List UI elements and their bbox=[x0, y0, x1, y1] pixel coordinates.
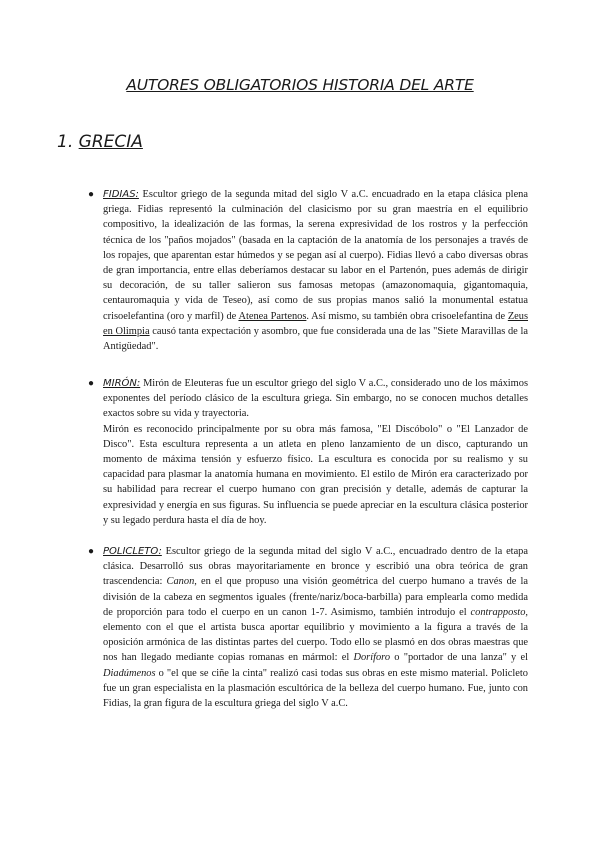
section-name: GRECIA bbox=[78, 132, 143, 152]
work-link-atenea-partenos[interactable]: Atenea Partenos bbox=[238, 310, 307, 322]
entry-text: o "el que se ciñe la cinta" realizó casi todas sus obras en este mismo material. Policleto fue un gran especialista en la plasmación escultórica de la belleza del cuerpo humano. Fue, junto con Fidias, la gran figura de la escultura griega del siglo V a.C. bbox=[103, 667, 528, 710]
work-title-canon: Canon bbox=[166, 576, 195, 588]
work-link-zeus-olimpia[interactable]: Zeus en Olimpia bbox=[103, 310, 529, 337]
term-contrapposto: contrapposto bbox=[470, 606, 526, 618]
entry-text: , en el que propuso una visión geométrica del cuerpo humano a través de la división de la cabeza en segmentos iguales (frente/nariz/boca-barbilla) para emplearla como medida de proporción para todo el cuerpo en un canon 1-7. Asimismo, también introdujo el bbox=[103, 576, 528, 618]
work-title-diadumenos: Diadúmenos bbox=[103, 667, 156, 679]
section-heading bbox=[57, 132, 143, 152]
entry-text: , elemento con el que el artista busca aportar equilibrio y movimiento a la figura a través de la oposición armónica de las distintas partes del cuerpo. Todo ello se plasmó en dos obras maestras que nos han llegado mediante copias romanas en mármol: el bbox=[103, 606, 528, 664]
bullet-icon: ● bbox=[88, 189, 95, 200]
entry-heading-policleto: POLICLETO: bbox=[103, 546, 162, 557]
entry-miron bbox=[103, 376, 528, 528]
entry-text: Escultor griego de la segunda mitad del siglo V a.C., encuadrado dentro de la etapa clásica. Desarrolló sus obras mayoritariamente en bronce y escribió una obra teórica de gran trascendencia: bbox=[103, 546, 528, 588]
entry-text: causó tanta expectación y asombro, que fue considerada una de las "Siete Maravillas de la Antigüedad". bbox=[103, 325, 528, 353]
entry-text: Mirón de Eleuteras fue un escultor griego del siglo V a.C., considerado uno de los máximos exponentes del período clásico de la escultura griega. Sin embargo, no se conocen muchos detalles exactos sobre su vida y trayectoria. bbox=[103, 378, 528, 420]
entry-heading-fidias: FIDIAS: bbox=[103, 189, 139, 200]
work-title-doriforo: Doríforo bbox=[353, 652, 391, 664]
entry-text: Mirón es reconocido principalmente por su obra más famosa, "El Discóbolo" o "El Lanzador de Disco". Esta escultura representa a un atleta en pleno lanzamiento de un disco, capturando un momento de máxima tensión y esfuerzo físico. La escultura es conocida por su realismo y su capacidad para plasmar la anatomía humana en movimiento. El estilo de Mirón era caracterizado por su habilidad para recrear el cuerpo humano con gran precisión y detalle, además de capturar la expresividad y energía en sus figuras. Su influencia se puede apreciar en la escultura clásica posterior y su legado perdura hasta el día de hoy. bbox=[103, 423, 528, 526]
document-title: AUTORES OBLIGATORIOS HISTORIA DEL ARTE bbox=[126, 76, 474, 94]
entry-heading-miron: MIRÓN: bbox=[103, 378, 141, 389]
entry-policleto bbox=[103, 544, 528, 711]
bullet-icon: ● bbox=[88, 546, 95, 557]
entry-text: o "portador de una lanza" y el bbox=[390, 652, 528, 664]
section-number: 1. bbox=[57, 132, 74, 152]
entry-text: Escultor griego de la segunda mitad del siglo V a.C. encuadrado en la etapa clásica plena griega. Fidias representó la culminación del clasicismo por su gran maestría en el equilibrio compositivo, la idealización de las formas, la serena expresividad de los rostros y la perfección técnica de los "paños mojados" (basada en la captación de la anatomía de los personajes a través de los ropajes, que aparentan estar húmedos y se pegan así al cuerpo). Fidias llevó a cabo diversas obras de gran importancia, entre ellas deberíamos destacar su labor en el Partenón, pues además de dirigir su decoración, de su taller salieron sus famosas metopas (amazonomaquia, gigantomaquia, centauromaquia y vida de Teseo), así como de sus propias manos salió la monumental estatua crisoelefantina (oro y marfil) de bbox=[103, 189, 528, 322]
entry-text: . Así mismo, su también obra crisoelefantina de bbox=[306, 310, 508, 322]
entry-fidias bbox=[103, 187, 528, 354]
bullet-icon: ● bbox=[88, 378, 95, 389]
